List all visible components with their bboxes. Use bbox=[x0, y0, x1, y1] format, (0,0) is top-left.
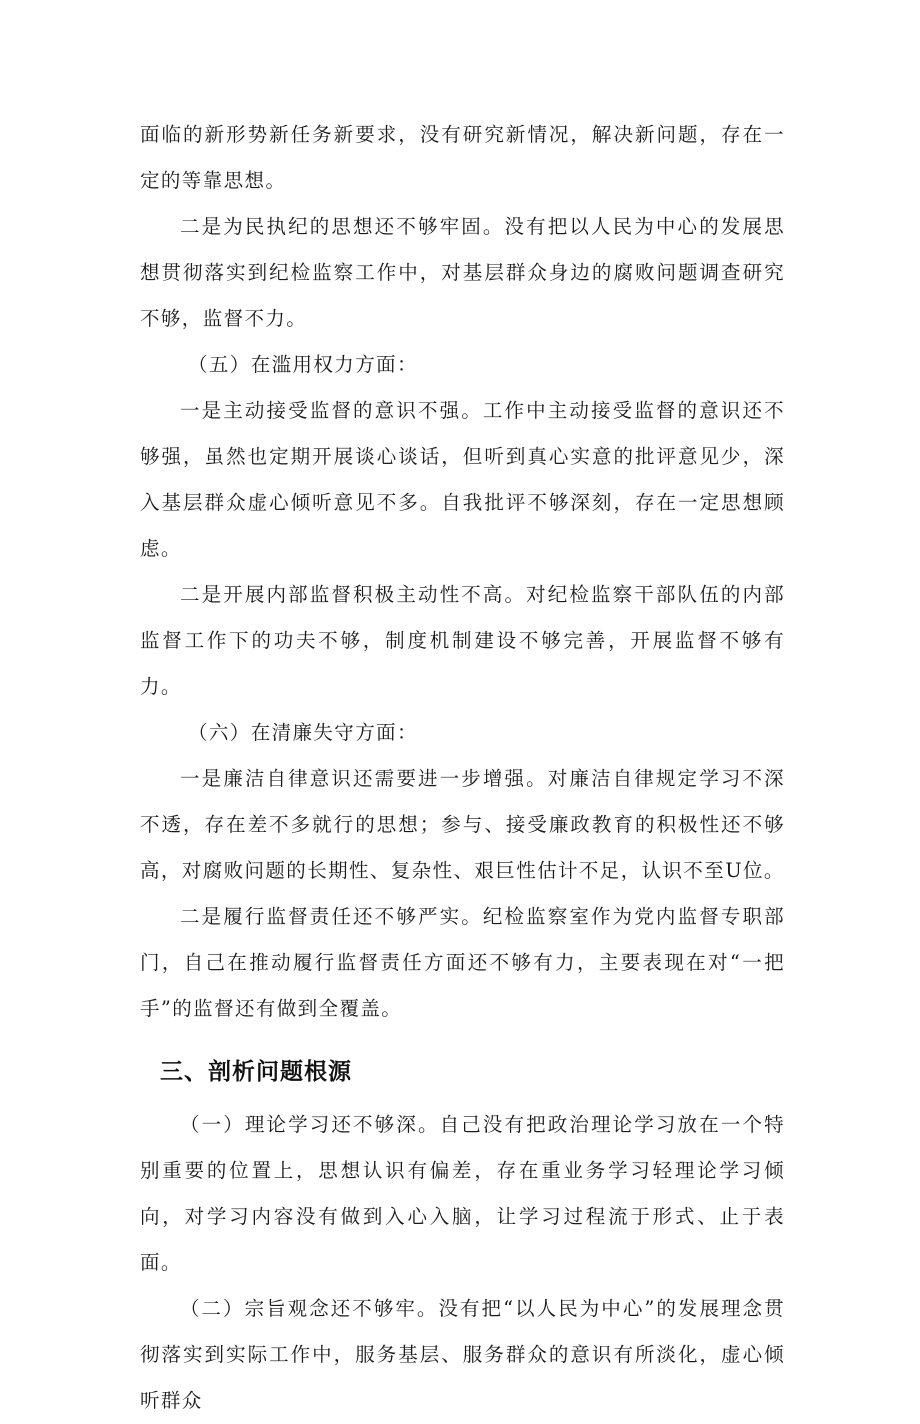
paragraph-point: 一是廉洁自律意识还需要进一步增强。对廉洁自律规定学习不深不透，存在差不多就行的思想；参与、接受廉政教育的积极性还不够高，对腐败问题的长期性、复杂性、艰巨性估计不足，认识不至U位。 bbox=[140, 767, 785, 882]
paragraph-point: （一）理论学习还不够深。自己没有把政治理论学习放在一个特别重要的位置上，思想认识有偏差，存在重业务学习轻理论学习倾向，对学习内容没有做到入心入脑，让学习过程流于形式、止于表面。 bbox=[140, 1113, 785, 1274]
paragraph-point: （二）宗旨观念还不够牢。没有把“以人民为中心”的发展理念贯彻落实到实际工作中，服务基层、服务群众的意识有所淡化，虚心倾听群众 bbox=[140, 1297, 785, 1412]
section-subheading: （五）在滥用权力方面： bbox=[188, 353, 418, 376]
section-subheading: （六）在清廉失守方面： bbox=[188, 721, 418, 744]
document-body bbox=[140, 112, 785, 1424]
paragraph-continuation: 面临的新形势新任务新要求，没有研究新情况，解决新问题，存在一定的等靠思想。 bbox=[140, 123, 785, 192]
paragraph-point: 二是开展内部监督积极主动性不高。对纪检监察干部队伍的内部监督工作下的功夫不够，制度机制建设不够完善，开展监督不够有力。 bbox=[140, 583, 785, 698]
section-heading: 三、剖析问题根源 bbox=[160, 1059, 352, 1085]
paragraph-point: 二是履行监督责任还不够严实。纪检监察室作为党内监督专职部门，自己在推动履行监督责任方面还不够有力，主要表现在对“一把手”的监督还有做到全覆盖。 bbox=[140, 905, 785, 1020]
paragraph-point: 一是主动接受监督的意识不强。工作中主动接受监督的意识还不够强，虽然也定期开展谈心谈话，但听到真心实意的批评意见少，深入基层群众虚心倾听意见不多。自我批评不够深刻，存在一定思想顾虑。 bbox=[140, 399, 785, 560]
paragraph-point: 二是为民执纪的思想还不够牢固。没有把以人民为中心的发展思想贯彻落实到纪检监察工作中，对基层群众身边的腐败问题调查研究不够，监督不力。 bbox=[140, 215, 785, 330]
